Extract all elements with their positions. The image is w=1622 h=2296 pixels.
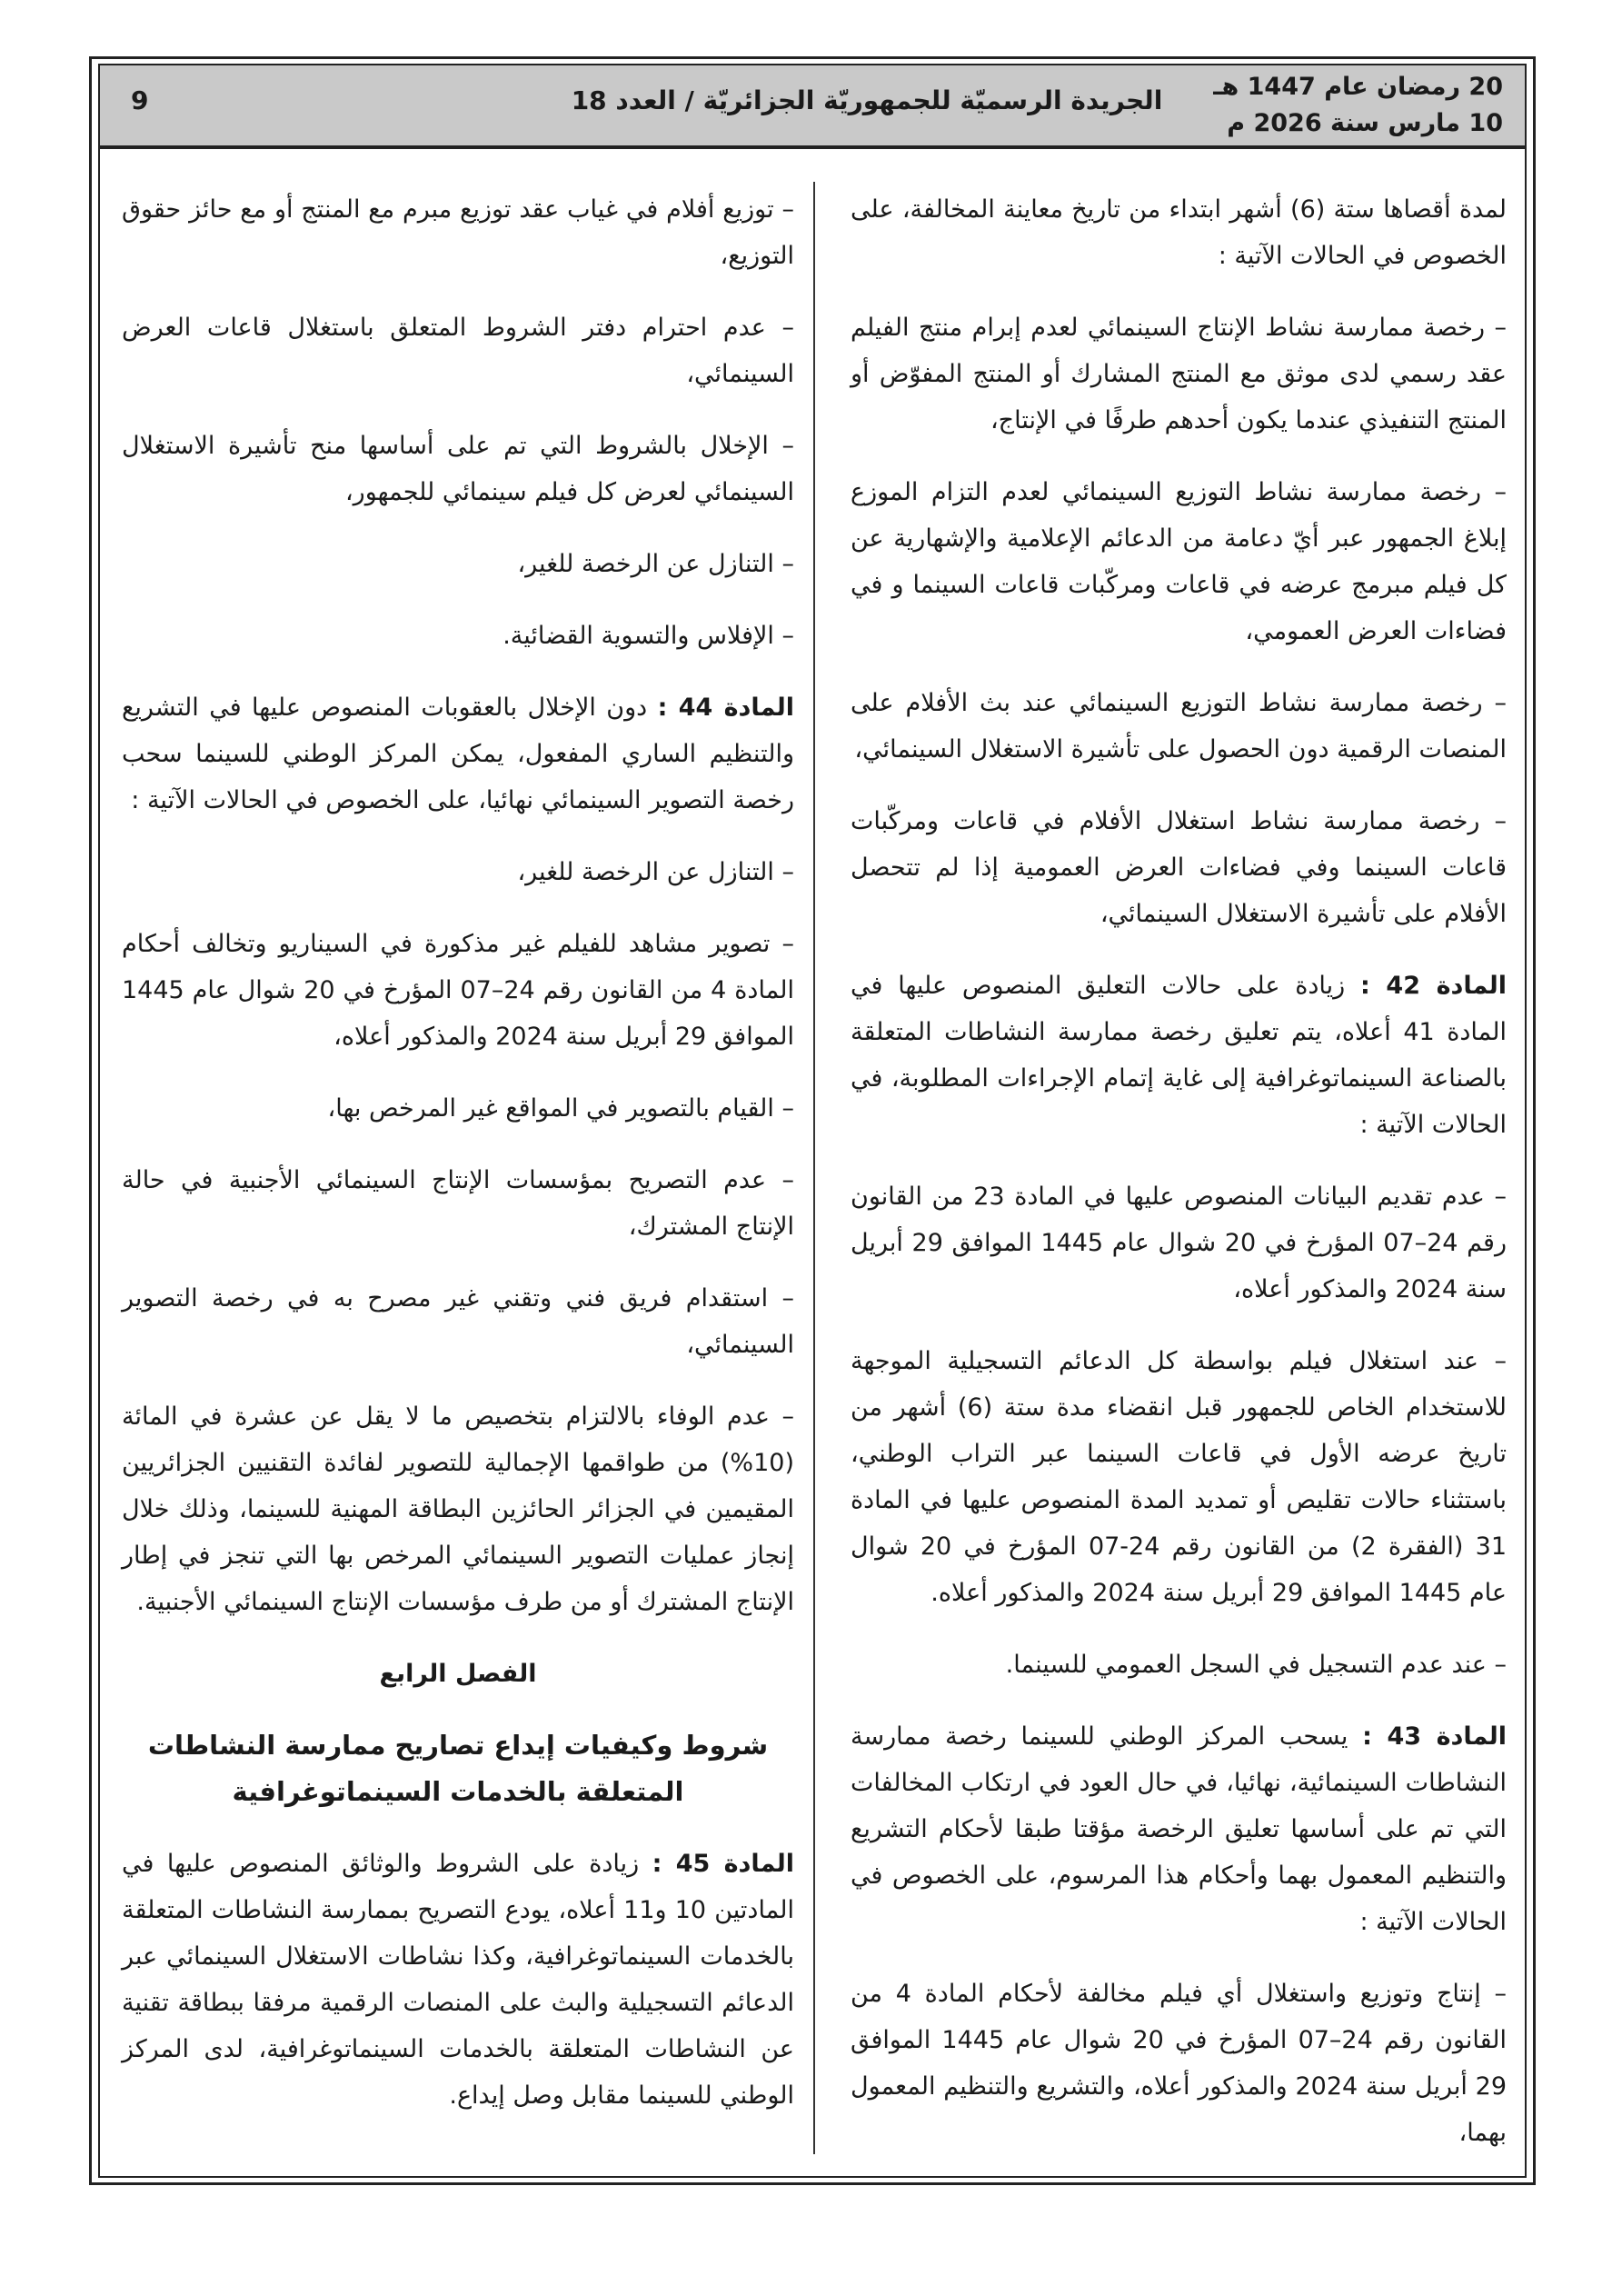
paragraph-text: – عدم الوفاء بالالتزام بتخصيص ما لا يقل عن عشرة في المائة (10%) من طواقمها الإجمالية للتصوير لفائدة التقنيين الجزائريين المقيمين في الجزائر الحائزين البطاقة المهنية للسينما، وذلك خلال إنجاز عمليات التصوير السينمائي المرخص بها التي تنجز في إطار الإنتاج المشترك أو من طرف مؤسسات الإنتاج السينمائي الأجنبية. — [122, 1403, 794, 1616]
paragraph — [122, 541, 794, 587]
date-hijri: 20 رمضان عام 1447 هـ — [1213, 73, 1503, 101]
chapter-title: الفصل الرابع — [379, 1660, 537, 1688]
paragraph — [122, 1085, 794, 1132]
paragraph — [851, 1642, 1507, 1688]
paragraph-text: زيادة على الشروط والوثائق المنصوص عليها في المادتين 10 و11 أعلاه، يودع التصريح بممارسة النشاطات المتعلقة بالخدمات السينماتوغرافية، وكذا نشاطات الاستغلال السينمائي عبر الدعائم التسجيلية والبث على المنصات الرقمية مرفقا ببطاقة تقنية عن النشاطات المتعلقة بالخدمات السينماتوغرافية، لدى المركز الوطني للسينما مقابل وصل إيداع. — [122, 1850, 795, 2110]
paragraph — [122, 1393, 794, 1625]
paragraph — [851, 469, 1507, 654]
paragraph — [122, 186, 794, 279]
paragraph-text: – التنازل عن الرخصة للغير، — [517, 550, 794, 578]
paragraph — [122, 304, 794, 397]
column-divider — [813, 182, 815, 2154]
paragraph — [122, 684, 794, 824]
paragraph — [122, 849, 794, 895]
paragraph — [122, 1841, 794, 2119]
paragraph-text: زيادة على حالات التعليق المنصوص عليها في المادة 41 أعلاه، يتم تعليق رخصة ممارسة النشاطات المتعلقة بالصناعة السينماتوغرافية إلى غاية إتمام الإجراءات المطلوبة، في الحالات الآتية : — [851, 972, 1507, 1139]
paragraph-text: – عدم احترام دفتر الشروط المتعلق باستغلال قاعات العرض السينمائي، — [122, 314, 794, 388]
paragraph-text: دون الإخلال بالعقوبات المنصوص عليها في التشريع والتنظيم الساري المفعول، يمكن المركز الوطني للسينما سحب رخصة التصوير السينمائي نهائيا، على الخصوص في الحالات الآتية : — [122, 694, 794, 814]
paragraph-text: – القيام بالتصوير في المواقع غير المرخص بها، — [327, 1094, 794, 1123]
paragraph — [122, 613, 794, 659]
paragraph-text: – الإفلاس والتسوية القضائية. — [503, 622, 794, 650]
paragraph-text: – رخصة ممارسة نشاط استغلال الأفلام في قاعات ومركّبات قاعات السينما وفي فضاءات العرض العمومية إذا لم تتحصل الأفلام على تأشيرة الاستغلال السينمائي، — [851, 807, 1507, 928]
paragraph — [851, 1713, 1507, 1945]
article-label: المادة 45 : — [652, 1850, 795, 1878]
right-column — [851, 186, 1507, 2181]
left-column — [122, 186, 794, 2144]
chapter-subtitle: شروط وكيفيات إيداع تصاريح ممارسة النشاطات المتعلقة بالخدمات السينماتوغرافية — [147, 1730, 769, 1807]
date-gregorian: 10 مارس سنة 2026 م — [1227, 109, 1503, 137]
paragraph-text: – رخصة ممارسة نشاط التوزيع السينمائي عند بث الأفلام على المنصات الرقمية دون الحصول على تأشيرة الاستغلال السينمائي، — [851, 689, 1507, 764]
paragraph-text: – عدم تقديم البيانات المنصوص عليها في المادة 23 من القانون رقم 24–07 المؤرخ في 20 شوال عام 1445 الموافق 29 أبريل سنة 2024 والمذكور أعلاه، — [851, 1183, 1507, 1303]
paragraph — [851, 963, 1507, 1148]
paragraph — [851, 680, 1507, 773]
paragraph-text: – تصوير مشاهد للفيلم غير مذكورة في السيناريو وتخالف أحكام المادة 4 من القانون رقم 24–07 المؤرخ في 20 شوال عام 1445 الموافق 29 أبريل سنة 2024 والمذكور أعلاه، — [122, 930, 795, 1051]
paragraph-text: – عند استغلال فيلم بواسطة كل الدعائم التسجيلية الموجهة للاستخدام الخاص للجمهور قبل انقضاء مدة ستة (6) أشهر من تاريخ عرضه الأول في قاعات السينما عبر التراب الوطني، باستثناء حالات تقليص أو تمديد المدة المنصوص عليها في المادة 31 (الفقرة 2) من القانون رقم 24-07 المؤرخ في 20 شوال عام 1445 الموافق 29 أبريل سنة 2024 والمذكور أعلاه. — [851, 1347, 1508, 1607]
paragraph-text: – توزيع أفلام في غياب عقد توزيع مبرم مع المنتج أو مع حائز حقوق التوزيع، — [122, 195, 794, 270]
paragraph-text: – استقدام فريق فني وتقني غير مصرح به في رخصة التصوير السينمائي، — [122, 1284, 794, 1359]
paragraph-text: – الإخلال بالشروط التي تم على أساسها منح تأشيرة الاستغلال السينمائي لعرض كل فيلم سينمائي للجمهور، — [122, 432, 794, 506]
paragraph — [122, 1275, 794, 1368]
paragraph-text: يسحب المركز الوطني للسينما رخصة ممارسة النشاطات السينمائية، نهائيا، في حال العود في ارتكاب المخالفات التي تم على أساسها تعليق الرخصة مؤقتا طبقا لأحكام التشريع والتنظيم المعمول بهما وأحكام هذا المرسوم، على الخصوص في الحالات الآتية : — [851, 1722, 1507, 1936]
article-label: المادة 43 : — [1362, 1722, 1507, 1751]
paragraph — [851, 304, 1507, 444]
gazette-header — [100, 65, 1525, 149]
paragraph — [851, 1971, 1507, 2156]
paragraph — [851, 1338, 1507, 1616]
paragraph-text: – عند عدم التسجيل في السجل العمومي للسينما. — [1005, 1651, 1507, 1679]
article-label: المادة 42 : — [1360, 972, 1508, 1000]
paragraph-text: – رخصة ممارسة نشاط الإنتاج السينمائي لعدم إبرام منتج الفيلم عقد رسمي لدى موثق مع المنتج المشارك أو المنتج المفوّض أو المنتج التنفيذي عندما يكون أحدهم طرفًا في الإنتاج، — [851, 314, 1507, 434]
gazette-title: الجريدة الرسميّة للجمهوريّة الجزائريّة / العدد 18 — [571, 85, 1163, 115]
paragraph-text: – التنازل عن الرخصة للغير، — [517, 858, 794, 886]
page-number: 9 — [131, 85, 149, 115]
paragraph-text: – عدم التصريح بمؤسسات الإنتاج السينمائي الأجنبية في حالة الإنتاج المشترك، — [122, 1166, 794, 1241]
paragraph — [851, 798, 1507, 937]
article-label: المادة 44 : — [657, 694, 795, 722]
paragraph — [122, 423, 794, 515]
paragraph-text: – إنتاج وتوزيع واستغلال أي فيلم مخالفة لأحكام المادة 4 من القانون رقم 24–07 المؤرخ في 20 شوال عام 1445 الموافق 29 أبريل سنة 2024 والمذكور أعلاه، والتشريع والتنظيم المعمول بهما، — [851, 1980, 1508, 2147]
paragraph-text: لمدة أقصاها ستة (6) أشهر ابتداء من تاريخ معاينة المخالفة، على الخصوص في الحالات الآتية : — [851, 195, 1507, 270]
paragraph-text: – رخصة ممارسة نشاط التوزيع السينمائي لعدم التزام الموزع إبلاغ الجمهور عبر أيّ دعامة من الدعائم الإعلامية والإشهارية عن كل فيلم مبرمج عرضه في قاعات ومركّبات قاعات السينما و في فضاءات العرض العمومي، — [851, 478, 1507, 645]
paragraph — [851, 1173, 1507, 1313]
paragraph — [851, 186, 1507, 279]
paragraph — [122, 1157, 794, 1250]
paragraph — [122, 921, 794, 1060]
